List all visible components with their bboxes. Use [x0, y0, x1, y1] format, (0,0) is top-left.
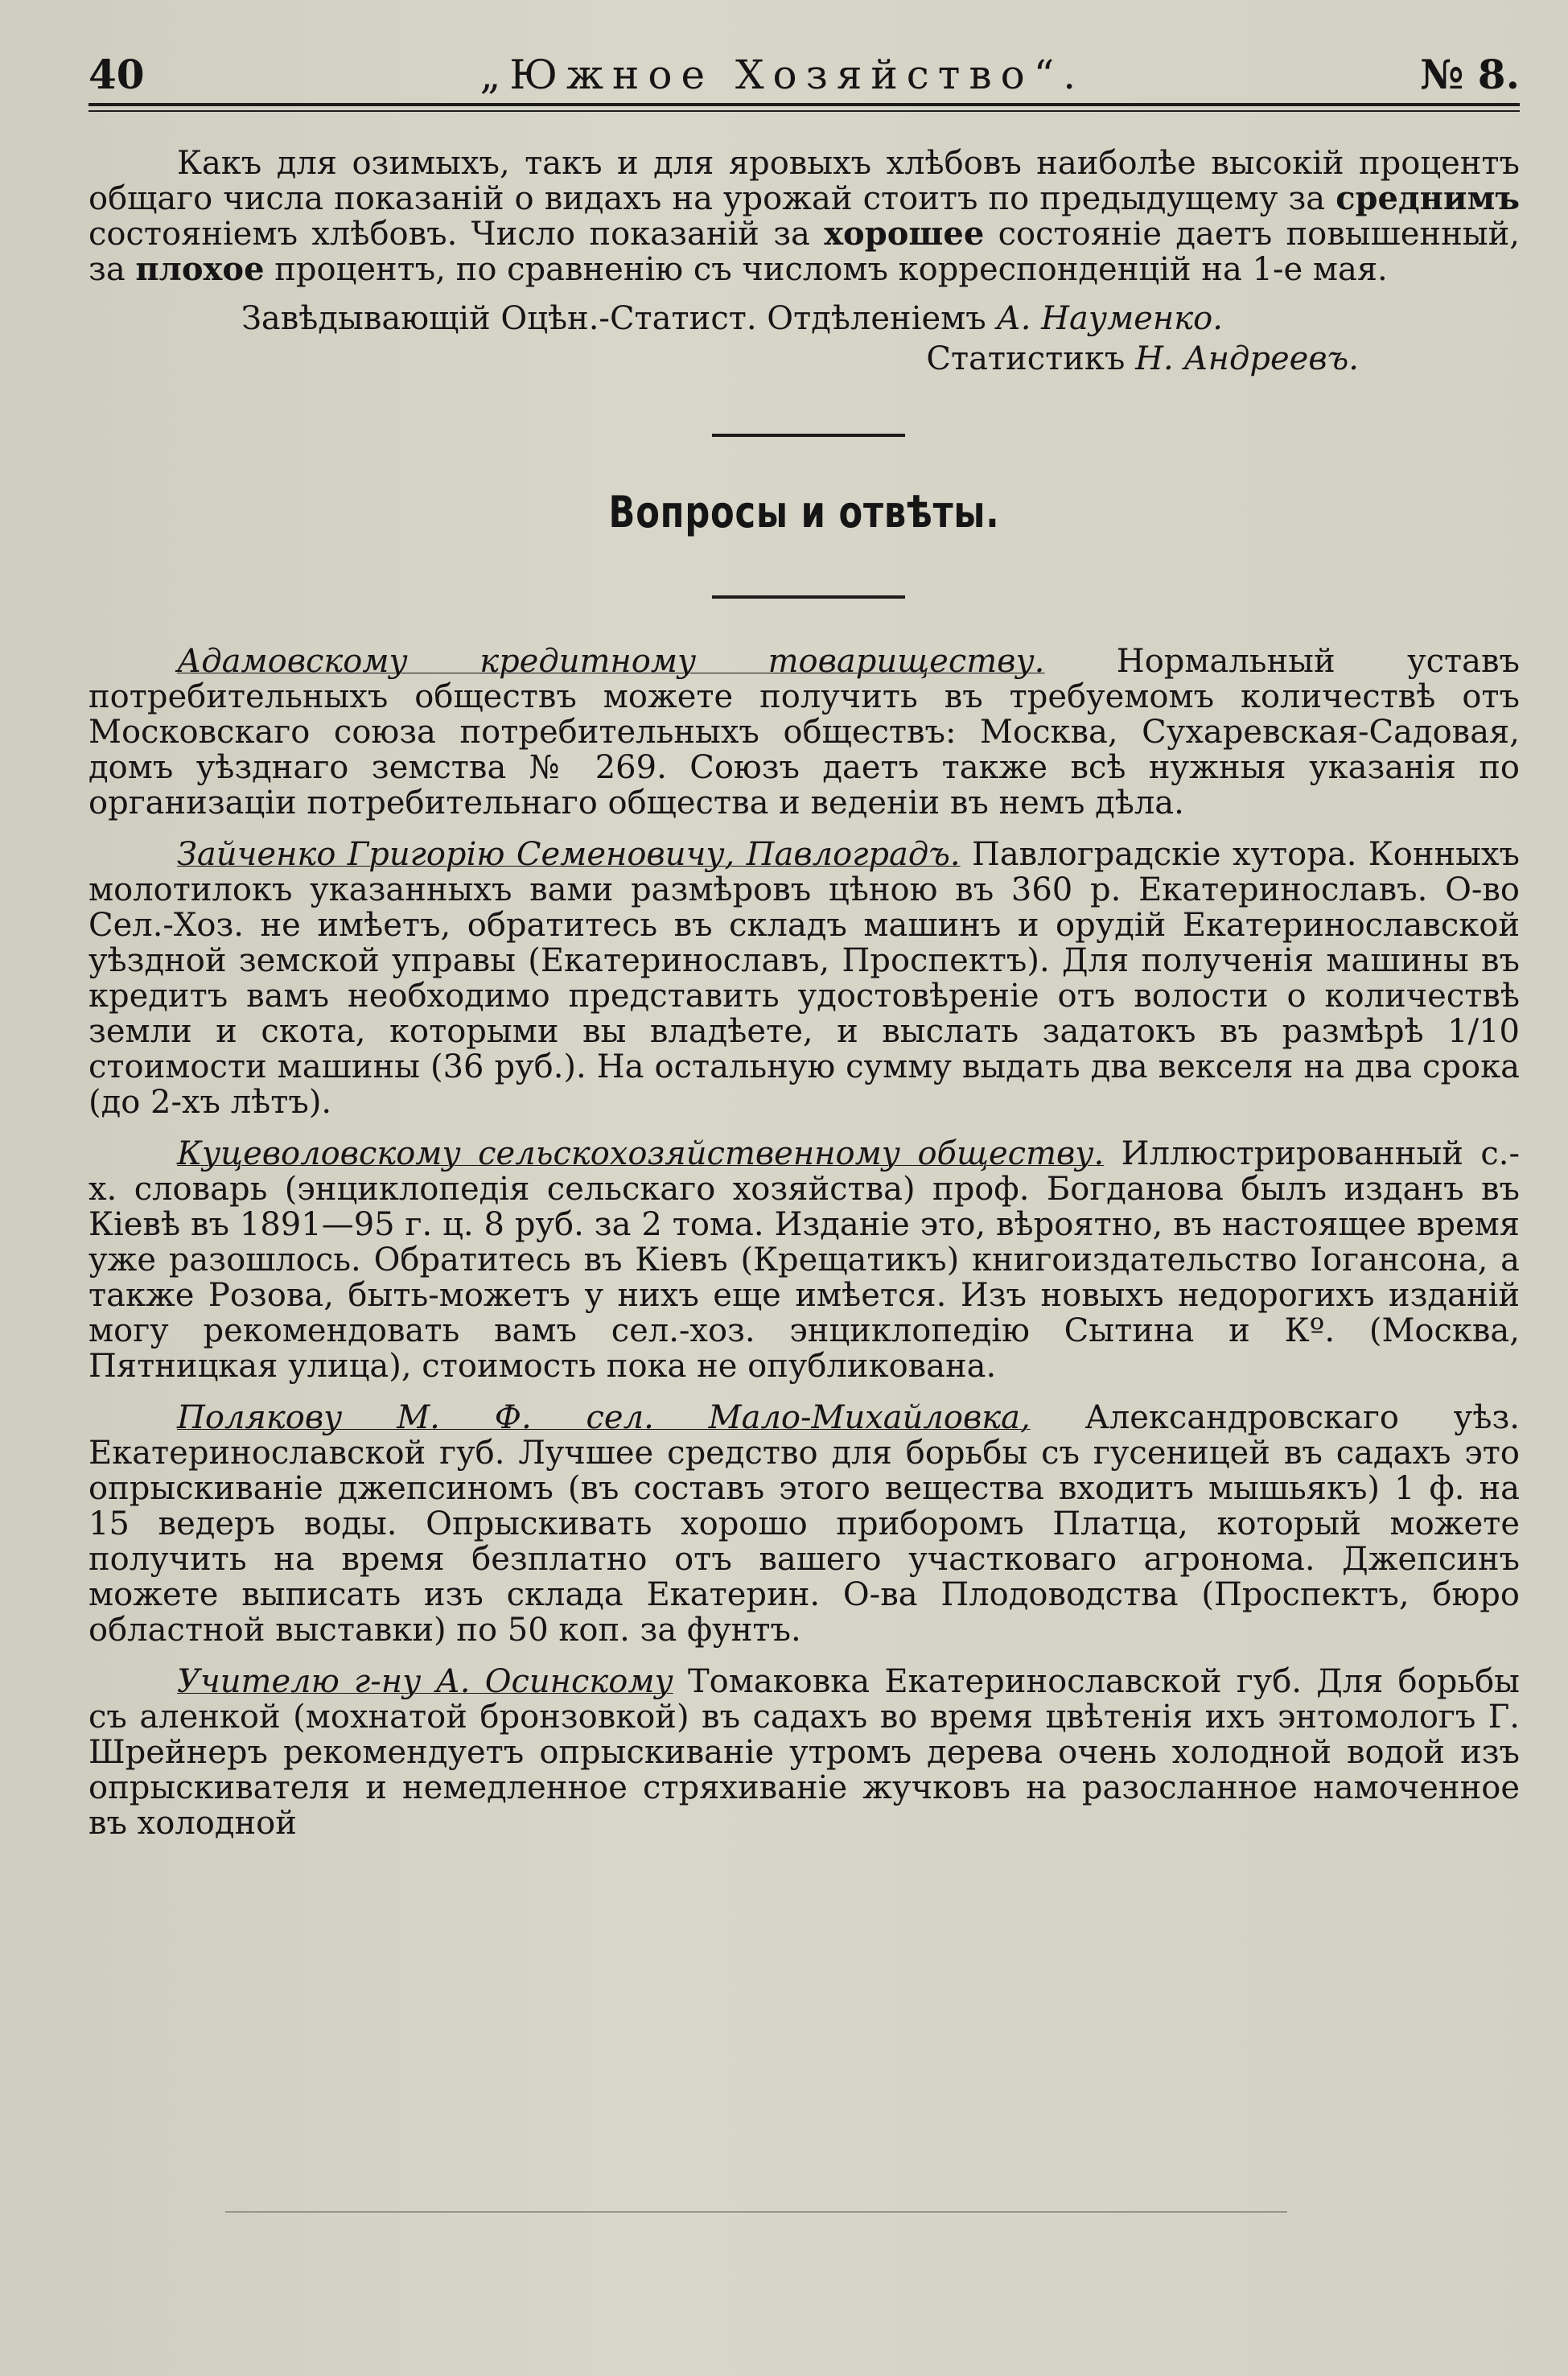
signature-statistician [88, 339, 1520, 379]
signature-head-name: А. Науменко. [996, 300, 1223, 337]
answers-list [88, 644, 1520, 1841]
answer-addressee: Куцеволовскому сельскохозяйственному обществу. [177, 1135, 1105, 1172]
intro-text-2: состояніемъ хлѣбовъ. Число показаній за [88, 216, 825, 253]
intro-text-3: состояніе даетъ повышенный, за [88, 216, 1520, 288]
signature-head [88, 299, 1520, 339]
section-divider-top [712, 434, 905, 437]
answer-addressee: Полякову М. Ф. сел. Мало-Михайловка, [177, 1399, 1031, 1436]
intro-bold-2: хорошее [824, 215, 985, 253]
answer-addressee: Адамовскому кредитному товариществу. [177, 643, 1045, 680]
bottom-rule [225, 2211, 1287, 2213]
intro-text-1: Какъ для озимыхъ, такъ и для яровыхъ хлѣбовъ наиболѣе высокій процентъ общаго числа показаній о видахъ на урожай стоитъ по предыдущему за [88, 145, 1520, 217]
answer-text: Иллюстрированный с.-х. словарь (энциклопедія сельскаго хозяйства) проф. Богданова былъ изданъ въ Кіевѣ въ 1891—95 г. ц. 8 руб. за 2 тома. Изданіе это, вѣроятно, въ настоящее время уже разошлось. Обратитесь въ Кіевъ (Крещатикъ) книгоиздательство Іогансона, а также Розова, быть-можетъ у нихъ еще имѣется. Изъ новыхъ недорогихъ изданій могу рекомендовать вамъ сел.-хоз. энциклопедію Сытина и Кº. (Москва, Пятницкая улица), стоимость пока не опубликована. [88, 1135, 1520, 1385]
section-heading: Вопросы и отвѣты. [608, 487, 1000, 537]
signature-head-role: Завѣдывающій Оцѣн.-Статист. Отдѣленіемъ [241, 300, 997, 337]
answer-text: Павлоградскіе хутора. Конныхъ молотилокъ указанныхъ вами размѣровъ цѣною въ 360 р. Екатеринославъ. О-во Сел.-Хоз. не имѣетъ, обратитесь въ складъ машинъ и орудій Екатеринославской уѣздной земской управы (Екатеринославъ, Проспектъ). Для полученія машины въ кредитъ вамъ необходимо представить удостовѣреніе отъ волости о количествѣ земли и скота, которыми вы владѣете, и выслать задатокъ въ размѣрѣ 1/10 стоимости машины (36 руб.). На остальную сумму выдать два векселя на два срока (до 2-хъ лѣтъ). [88, 836, 1520, 1121]
answer-item [88, 644, 1520, 821]
answer-addressee: Зайченко Григорію Семеновичу, Павлоградъ. [177, 836, 961, 873]
answer-text: Нормальный уставъ потребительныхъ обществъ можете получить въ требуемомъ количествѣ отъ Московскаго союза потребительныхъ обществъ: Москва, Сухаревская-Садовая, домъ уѣзднаго земства № 269. Союзъ даетъ также всѣ нужныя указанія по организаціи потребительнаго общества и веденіи въ немъ дѣла. [88, 643, 1520, 822]
answer-addressee: Учителю г-ну А. Осинскому [177, 1663, 673, 1700]
signature-statistician-name: Н. Андреевъ. [1135, 340, 1359, 377]
answer-text: Томаковка Екатеринославской губ. Для борьбы съ аленкой (мохнатой бронзовкой) въ садахъ во время цвѣтенія ихъ энтомологъ Г. Шрейнеръ рекомендуетъ опрыскиваніе утромъ дерева очень холодной водой изъ опрыскивателя и немедленное стряхиваніе жучковъ на разосланное намоченное въ холодной [88, 1663, 1521, 1842]
section-divider-bottom [712, 595, 905, 599]
answer-item [88, 1136, 1520, 1384]
issue-number: № 8. [1420, 51, 1520, 98]
journal-title: „Южное Хозяйство“. [479, 51, 1085, 98]
page-number: 40 [88, 51, 145, 98]
answer-item [88, 1400, 1520, 1648]
answer-item [88, 1664, 1520, 1841]
header-rule-thin [88, 110, 1520, 112]
intro-text-4: процентъ, по сравненію съ числомъ корреспонденцій на 1-е мая. [264, 251, 1388, 288]
answer-item [88, 837, 1520, 1120]
signature-statistician-role: Статистикъ [926, 340, 1136, 377]
page-header [88, 32, 1520, 98]
answer-text: Александровскаго уѣз. Екатеринославской губ. Лучшее средство для борьбы съ гусеницей въ садахъ это опрыскиваніе джепсиномъ (въ составъ этого вещества входитъ мышьякъ) 1 ф. на 15 ведеръ воды. Опрыскивать хорошо приборомъ Платца, который можете получить на время безплатно отъ вашего участковаго агронома. Джепсинъ можете выписать изъ склада Екатерин. О-ва Плодоводства (Проспектъ, бюро областной выставки) по 50 коп. за фунтъ. [88, 1399, 1520, 1649]
intro-paragraph [88, 146, 1520, 287]
header-rule-thick [88, 103, 1520, 106]
intro-bold-1: среднимъ [1335, 179, 1520, 217]
intro-bold-3: плохое [135, 250, 265, 288]
